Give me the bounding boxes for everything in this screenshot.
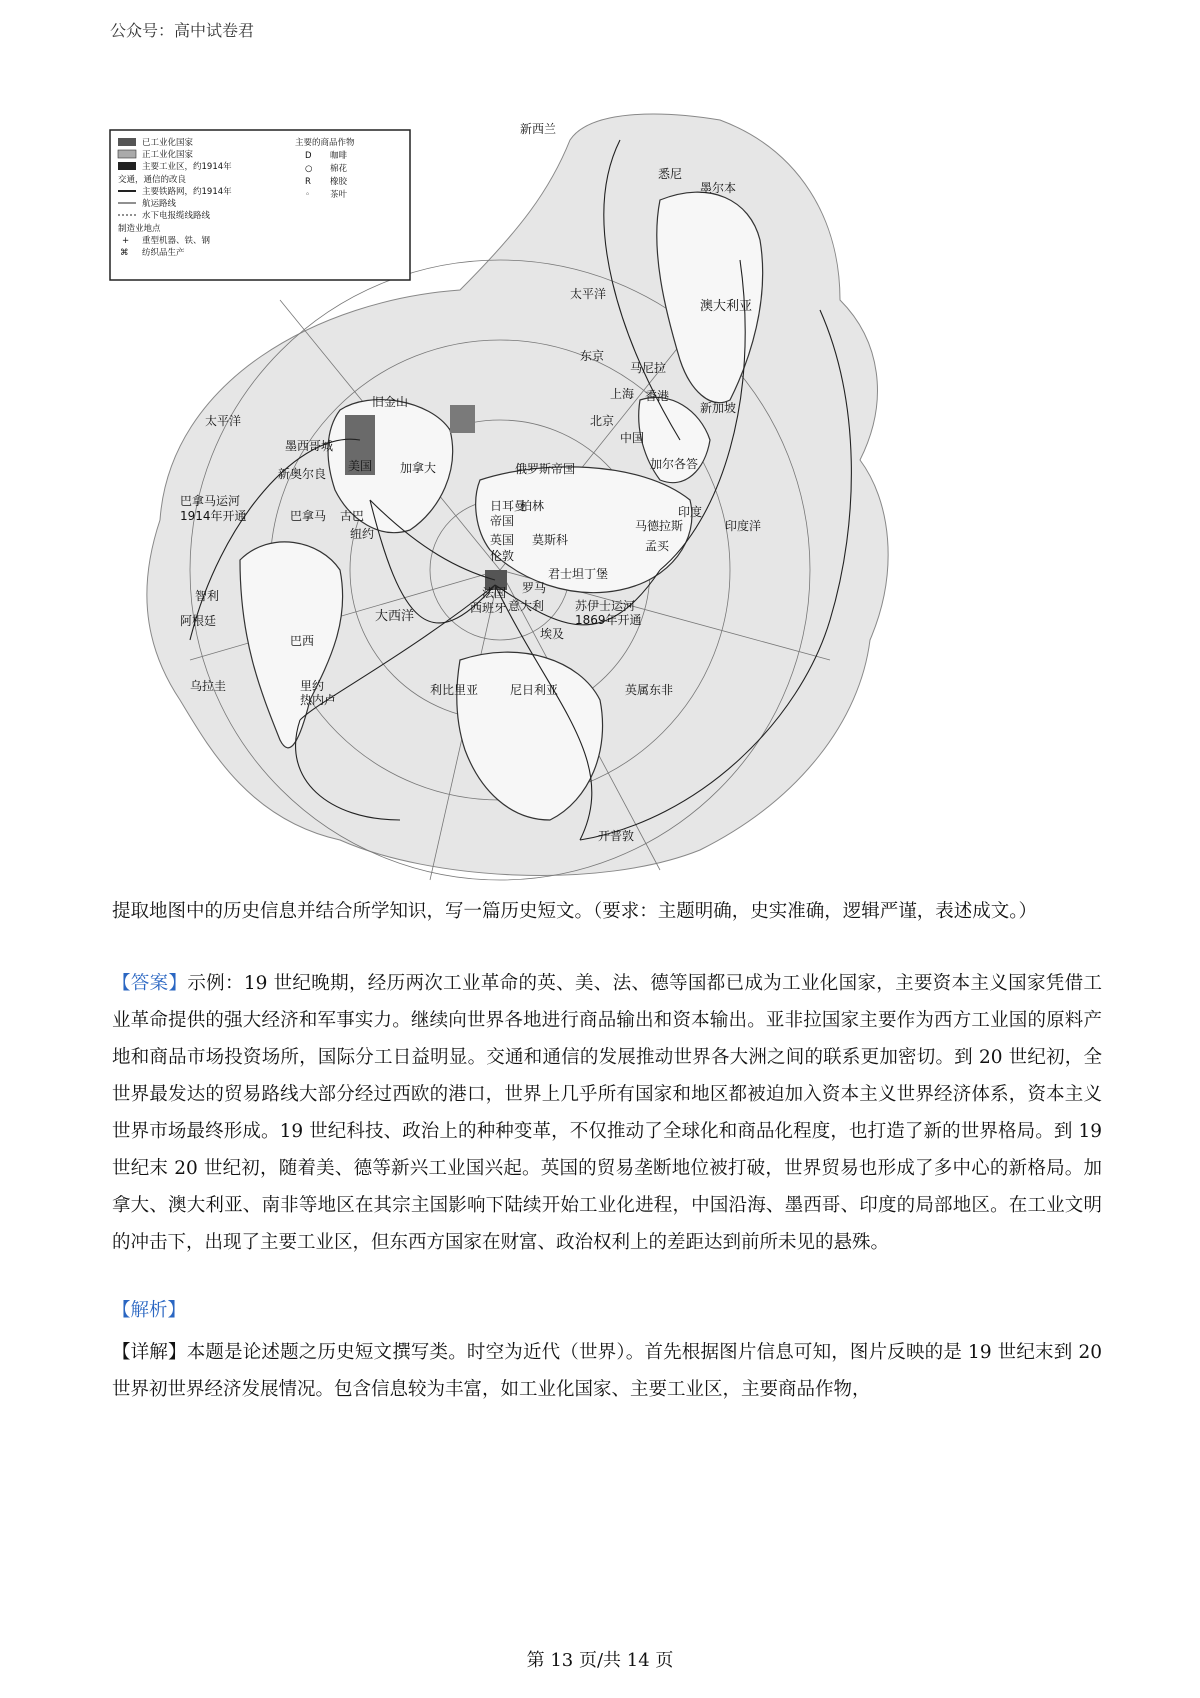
label-india: 印度 bbox=[678, 505, 703, 519]
answer-paragraph bbox=[112, 965, 1102, 1261]
crop-symbol: D bbox=[305, 151, 312, 161]
label-nigeria: 尼日利亚 bbox=[510, 683, 559, 697]
label-new-york: 纽约 bbox=[350, 527, 375, 541]
legend-item: 主要工业区，约1914年 bbox=[142, 162, 232, 172]
legend-item: 水下电报缆线路线 bbox=[142, 211, 211, 221]
label-singapore: 新加坡 bbox=[700, 401, 737, 415]
legend-swatch-industrial-zone bbox=[118, 162, 136, 170]
label-egypt: 埃及 bbox=[540, 627, 565, 641]
legend-symbol-cross: + bbox=[122, 236, 130, 246]
label-atlantic: 大西洋 bbox=[375, 609, 415, 624]
label-new-zealand: 新西兰 bbox=[520, 122, 557, 136]
label-new-orleans: 新奥尔良 bbox=[278, 467, 327, 481]
legend-item: 纺织品生产 bbox=[142, 248, 185, 258]
label-usa: 美国 bbox=[348, 459, 373, 473]
label-canada: 加拿大 bbox=[400, 461, 437, 475]
label-panama-canal-year: 1914年开通 bbox=[180, 509, 247, 523]
label-melbourne: 墨尔本 bbox=[700, 181, 737, 195]
world-trade-map bbox=[100, 100, 930, 890]
label-pacific-ocean-west: 太平洋 bbox=[205, 414, 242, 428]
label-brazil: 巴西 bbox=[290, 634, 315, 648]
label-madras: 马德拉斯 bbox=[635, 519, 684, 533]
label-constantinople: 君士坦丁堡 bbox=[548, 567, 609, 581]
detail-text: 本题是论述题之历史短文撰写类。时空为近代（世界）。首先根据图片信息可知，图片反映的是 19 世纪末到 20 世界初世界经济发展情况。包含信息较为丰富，如工业化国家、主要工业区，主要商品作物， bbox=[112, 1342, 1102, 1400]
label-australia: 澳大利亚 bbox=[700, 299, 753, 314]
label-russia: 俄罗斯帝国 bbox=[515, 462, 576, 476]
crop-name: 棉花 bbox=[330, 164, 348, 174]
map-legend bbox=[110, 130, 410, 280]
label-rio-line2: 热内卢 bbox=[300, 693, 337, 707]
label-rome: 罗马 bbox=[522, 581, 547, 595]
label-bombay: 孟买 bbox=[645, 539, 670, 553]
crop-symbol: R bbox=[305, 177, 311, 187]
label-suez-canal: 苏伊士运河 bbox=[575, 599, 636, 613]
label-british-east-africa: 英属东非 bbox=[625, 683, 674, 697]
label-spain: 西班牙 bbox=[470, 601, 507, 615]
label-pacific-ocean-east: 太平洋 bbox=[570, 287, 607, 301]
label-uruguay: 乌拉圭 bbox=[190, 679, 227, 693]
analysis-tag: 【解析】 bbox=[112, 1300, 187, 1321]
label-moscow: 莫斯科 bbox=[532, 533, 569, 547]
label-suez-canal-year: 1869年开通 bbox=[575, 613, 642, 627]
legend-item: 重型机器、铁、钢 bbox=[142, 236, 211, 246]
label-tokyo: 东京 bbox=[580, 349, 605, 363]
label-china: 中国 bbox=[620, 431, 645, 445]
label-german-empire: 日耳曼 bbox=[490, 499, 527, 513]
label-mexico-city: 墨西哥城 bbox=[285, 439, 334, 453]
label-german-empire-line2: 帝国 bbox=[490, 514, 515, 528]
legend-item: 制造业地点 bbox=[118, 224, 161, 234]
label-manila: 马尼拉 bbox=[630, 361, 667, 375]
label-indian-ocean: 印度洋 bbox=[725, 519, 762, 533]
crop-name: 橡胶 bbox=[330, 177, 348, 187]
legend-swatch-industrializing bbox=[118, 150, 136, 158]
legend-swatch-industrialized bbox=[118, 138, 136, 146]
label-cape-town: 开普敦 bbox=[598, 829, 635, 843]
label-cuba: 古巴 bbox=[340, 509, 365, 523]
legend-item: 交通，通信的改良 bbox=[118, 175, 187, 185]
legend-item: 已工业化国家 bbox=[142, 138, 194, 148]
legend-item: 航运路线 bbox=[142, 199, 177, 209]
question-text: 提取地图中的历史信息并结合所学知识，写一篇历史短文。（要求：主题明确，史实准确，逻辑严谨，表述成文。） bbox=[112, 901, 1038, 922]
legend-item: 正工业化国家 bbox=[142, 150, 194, 160]
answer-text: 示例：19 世纪晚期，经历两次工业革命的英、美、法、德等国都已成为工业化国家，主要资本主义国家凭借工业革命提供的强大经济和军事实力。继续向世界各地进行商品输出和资本输出。亚非拉国家主要作为西方工业国的原料产地和商品市场投资场所，国际分工日益明显。交通和通信的发展推动世界各大洲之间的联系更加密切。到 20 世纪初，全世界最发达的贸易路线大部分经过西欧的港口，世界上几乎所有国家和地区都被迫加入资本主义世界经济体系，资本主义世界市场最终形成。19 世纪科技、政治上的种种变革，不仅推动了全球化和商品化程度，也打造了新的世界格局。到 19 世纪末 20 世纪初，随着美、德等新兴工业国兴起。英国的贸易垄断地位被打破，世界贸易也形成了多中心的新格局。加拿大、澳大利亚、南非等地区在其宗主国影响下陆续开始工业化进程，中国沿海、墨西哥、印度的局部地区。在工业文明的冲击下，出现了主要工业区，但东西方国家在财富、政治权利上的差距达到前所未见的悬殊。 bbox=[112, 973, 1102, 1253]
crop-name: 咖啡 bbox=[330, 151, 348, 161]
legend-crops-title: 主要的商品作物 bbox=[295, 138, 355, 148]
label-france: 法国 bbox=[482, 586, 507, 600]
label-london: 伦敦 bbox=[490, 549, 515, 563]
header-source: 公众号：高中试卷君 bbox=[110, 21, 255, 40]
label-panama-canal: 巴拿马运河 bbox=[180, 494, 241, 508]
legend-symbol-textile: ⌘ bbox=[120, 248, 129, 258]
legend-item: 主要铁路网，约1914年 bbox=[142, 187, 232, 197]
map-figure bbox=[100, 100, 930, 890]
label-britain: 英国 bbox=[490, 533, 515, 547]
label-liberia: 利比里亚 bbox=[430, 683, 479, 697]
label-beijing: 北京 bbox=[590, 414, 615, 428]
label-berlin: 柏林 bbox=[520, 499, 545, 513]
label-san-francisco: 旧金山 bbox=[372, 395, 409, 409]
label-calcutta: 加尔各答 bbox=[650, 457, 699, 471]
label-shanghai: 上海 bbox=[610, 387, 635, 401]
page-number: 第 13 页/共 14 页 bbox=[526, 1650, 674, 1671]
label-argentina: 阿根廷 bbox=[180, 614, 217, 628]
canada-region bbox=[450, 405, 475, 433]
label-sydney: 悉尼 bbox=[658, 167, 683, 181]
crop-symbol: ○ bbox=[305, 164, 313, 174]
label-hongkong: 香港 bbox=[645, 389, 670, 403]
detail-paragraph bbox=[112, 1334, 1102, 1408]
label-rio: 里约 bbox=[300, 679, 325, 693]
crop-symbol: ◦ bbox=[305, 190, 311, 200]
answer-tag: 【答案】 bbox=[112, 973, 188, 994]
label-italy: 意大利 bbox=[508, 599, 545, 613]
label-chile: 智利 bbox=[195, 589, 220, 603]
crop-name: 茶叶 bbox=[330, 190, 348, 200]
label-panama: 巴拿马 bbox=[290, 509, 327, 523]
detail-tag: 【详解】 bbox=[112, 1342, 187, 1363]
